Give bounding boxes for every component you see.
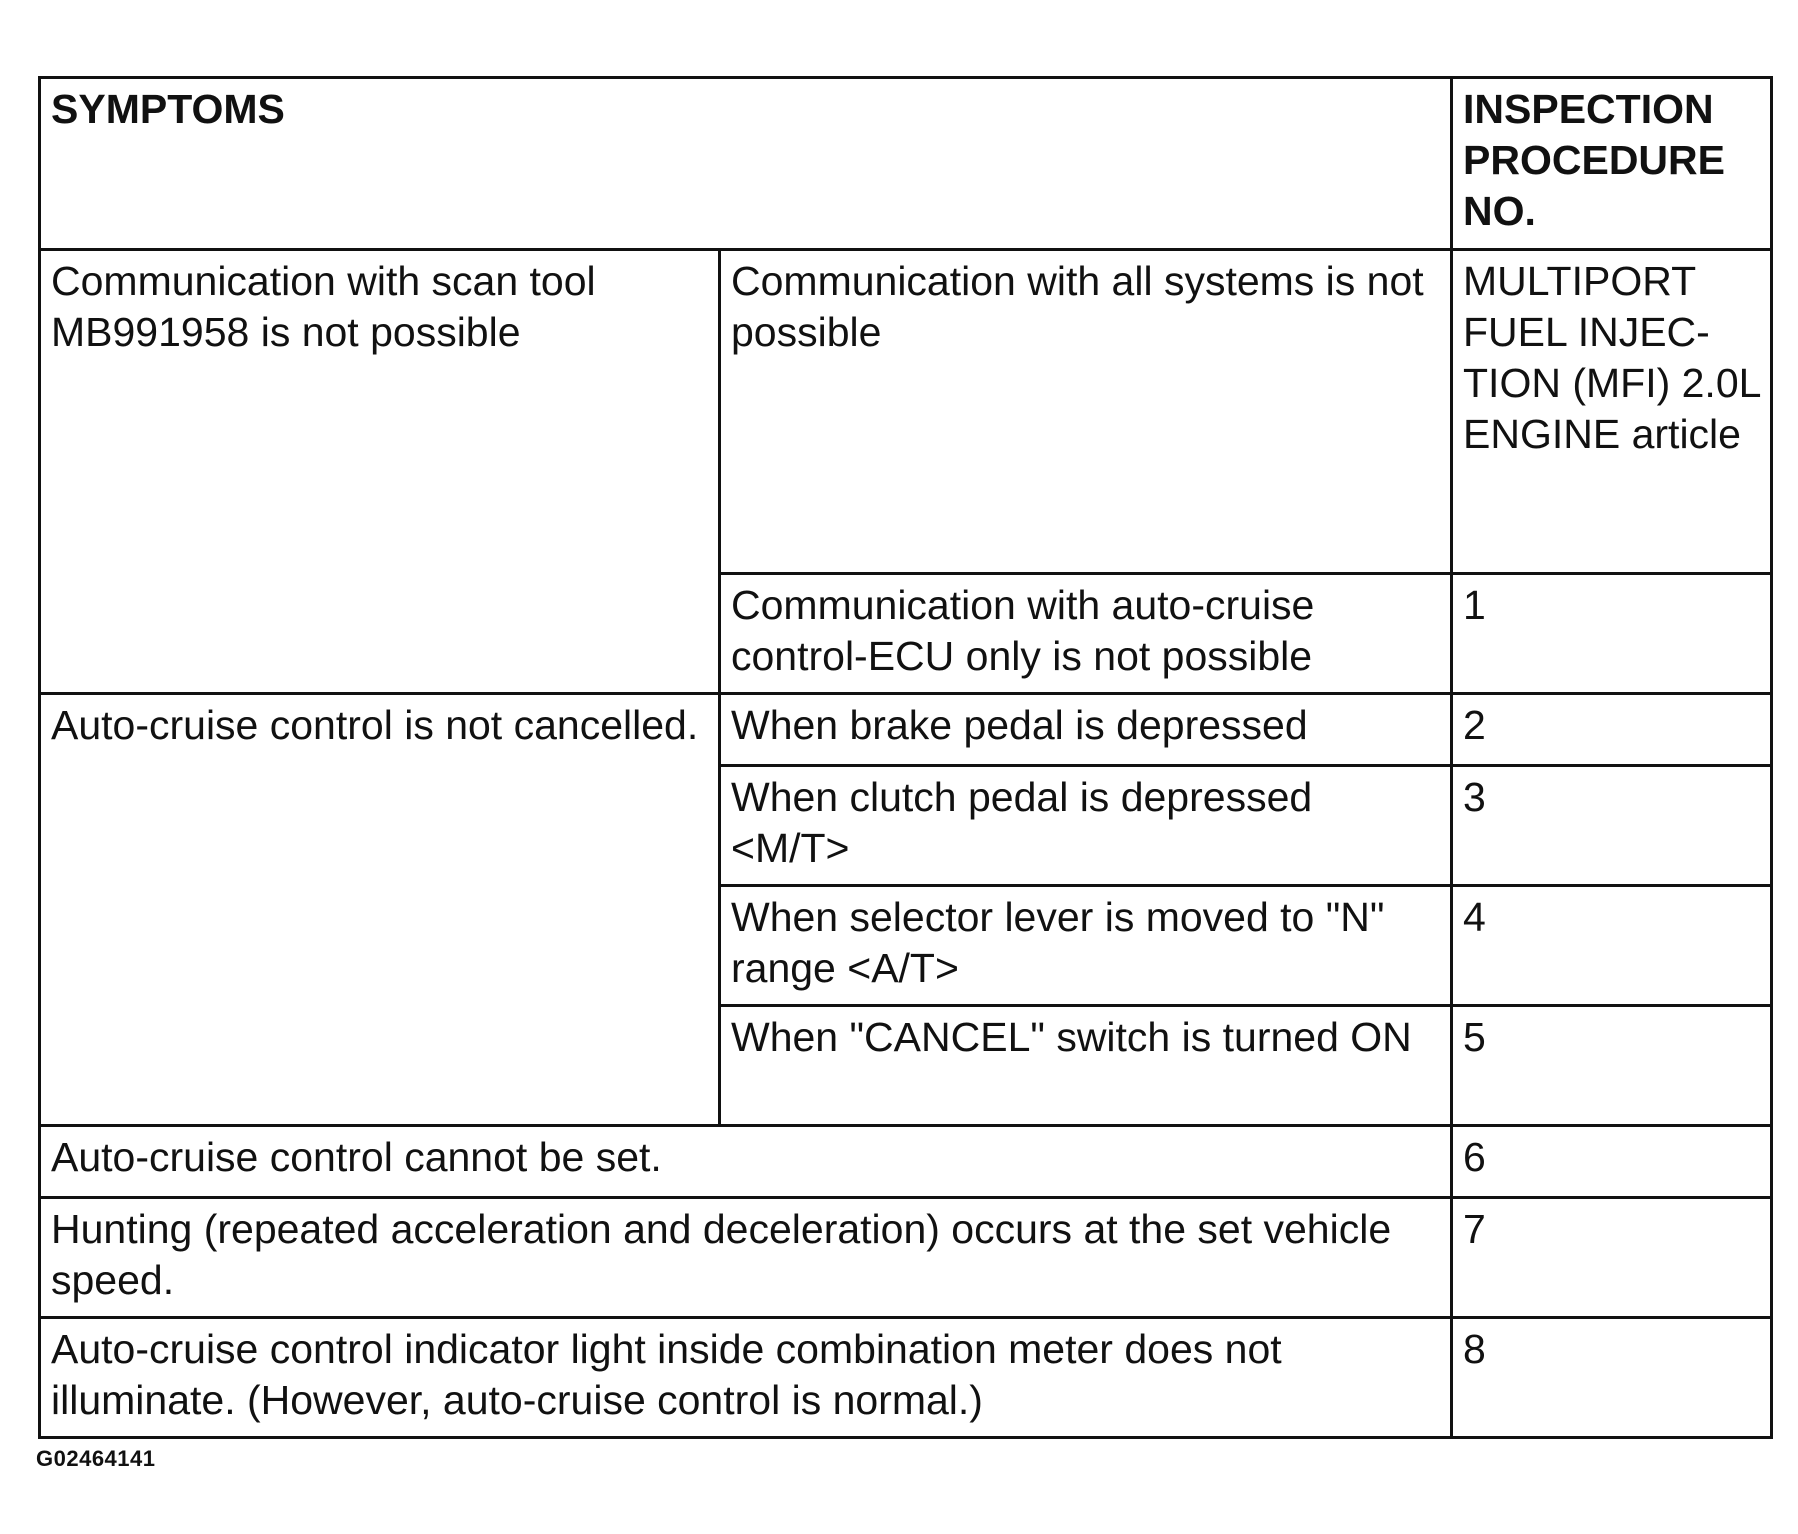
figure-id: G02464141 [36, 1446, 156, 1471]
header-symptoms: SYMPTOMS [40, 78, 1452, 250]
table-row [40, 1126, 1772, 1198]
header-inspection-procedure-no [1452, 78, 1772, 250]
procedure-cell: 8 [1452, 1318, 1772, 1438]
procedure-line: MULTIPORT [1463, 258, 1697, 304]
procedure-cell: 6 [1452, 1126, 1772, 1198]
condition-cell: When clutch pedal is depressed <M/T> [720, 766, 1452, 886]
symptom-cell: Hunting (repeated acceleration and deceleration) occurs at the set vehicle speed. [40, 1198, 1452, 1318]
procedure-cell: 3 [1452, 766, 1772, 886]
procedure-line: FUEL INJEC- [1463, 309, 1710, 355]
procedure-cell: 4 [1452, 886, 1772, 1006]
symptom-cell: Auto-cruise control cannot be set. [40, 1126, 1452, 1198]
table-row [40, 1318, 1772, 1438]
symptom-table [38, 76, 1773, 1439]
table-row [40, 694, 1772, 766]
header-procedure-line: PROCEDURE [1463, 137, 1725, 183]
symptom-cell: Communication with scan tool MB991958 is not possible [40, 250, 720, 694]
condition-cell: Communication with all systems is not possible [720, 250, 1452, 574]
header-inspection-line: INSPECTION [1463, 86, 1714, 132]
procedure-line: ENGINE article [1463, 411, 1741, 457]
condition-cell: When brake pedal is depressed [720, 694, 1452, 766]
symptom-cell: Auto-cruise control is not cancelled. [40, 694, 720, 1126]
procedure-cell [1452, 250, 1772, 574]
table-row [40, 250, 1772, 574]
table-row [40, 1198, 1772, 1318]
procedure-line: TION (MFI) 2.0L [1463, 360, 1762, 406]
procedure-cell: 7 [1452, 1198, 1772, 1318]
procedure-cell: 1 [1452, 574, 1772, 694]
header-no-line: NO. [1463, 188, 1536, 234]
procedure-cell: 5 [1452, 1006, 1772, 1126]
procedure-cell: 2 [1452, 694, 1772, 766]
symptom-cell: Auto-cruise control indicator light inside combination meter does not illuminate. (However, auto-cruise control is normal.) [40, 1318, 1452, 1438]
condition-cell: When selector lever is moved to "N" range <A/T> [720, 886, 1452, 1006]
condition-cell: Communication with auto-cruise control-ECU only is not possible [720, 574, 1452, 694]
table-header-row [40, 78, 1772, 250]
condition-cell: When "CANCEL" switch is turned ON [720, 1006, 1452, 1126]
